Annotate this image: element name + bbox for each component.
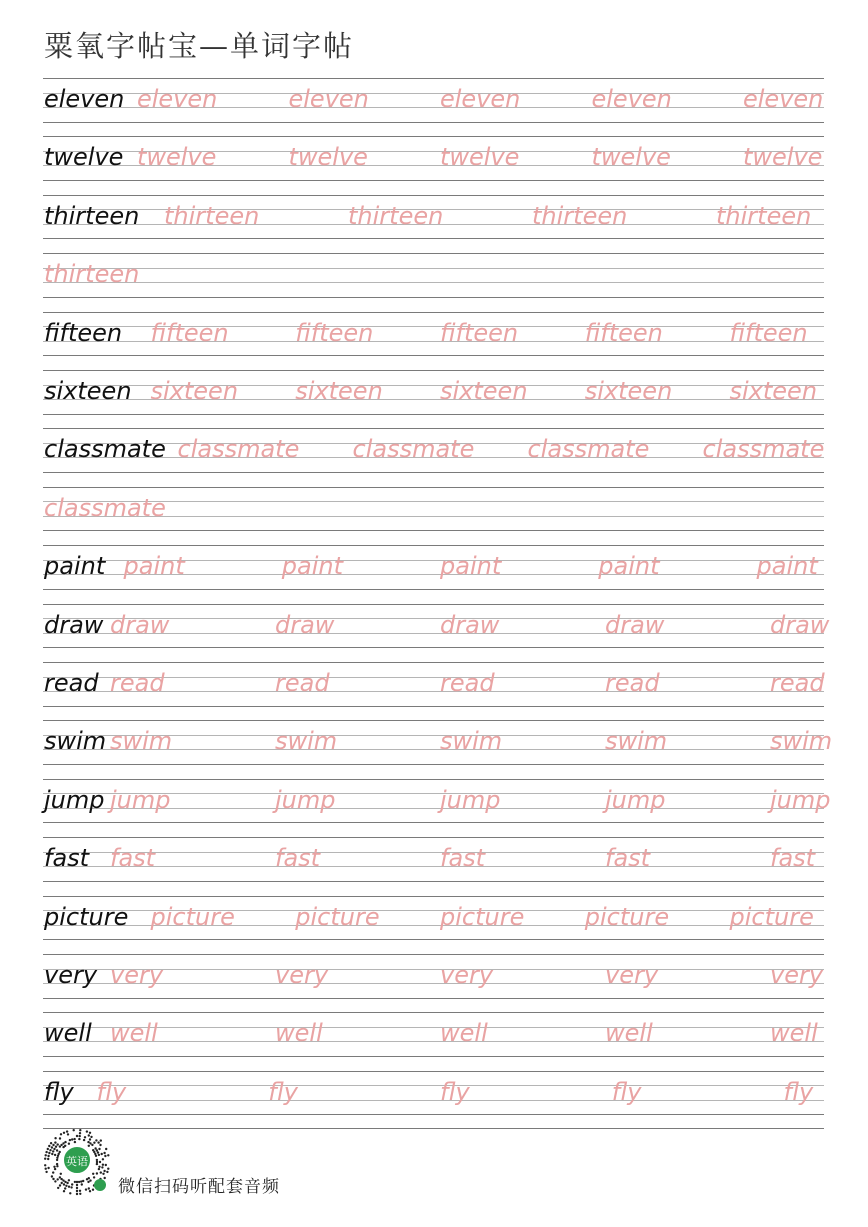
guide-line <box>43 866 824 867</box>
trace-word: classmate <box>44 493 166 522</box>
guide-line <box>43 487 824 488</box>
model-word: well <box>44 1019 92 1048</box>
trace-word: fifteen <box>440 318 519 347</box>
trace-word: well <box>605 1019 653 1048</box>
model-word: fly <box>44 1077 74 1106</box>
trace-word: read <box>275 669 330 697</box>
model-word: classmate <box>44 435 166 464</box>
trace-word: classmate <box>352 435 475 464</box>
model-word: read <box>44 669 99 697</box>
model-word: eleven <box>44 85 125 113</box>
trace-word: very <box>605 961 659 989</box>
guide-line <box>43 822 824 823</box>
trace-word: fast <box>605 844 651 873</box>
guide-line <box>43 370 824 371</box>
trace-word: thirteen <box>164 201 260 230</box>
trace-word: eleven <box>288 85 369 113</box>
guide-line <box>43 954 824 955</box>
trace-word: fast <box>110 844 156 873</box>
trace-word: picture <box>295 902 380 931</box>
trace-word: paint <box>756 552 818 581</box>
guide-line <box>43 530 824 531</box>
trace-word: draw <box>770 610 830 639</box>
trace-word: thirteen <box>716 201 812 230</box>
guide-line <box>43 1100 824 1101</box>
trace-word: well <box>440 1019 488 1048</box>
trace-word: very <box>440 961 494 989</box>
guide-line <box>43 1071 824 1072</box>
trace-word: twelve <box>743 143 823 172</box>
trace-word: read <box>440 669 495 697</box>
trace-word: draw <box>275 610 335 639</box>
trace-word: eleven <box>591 85 672 113</box>
trace-word: well <box>110 1019 158 1048</box>
qr-code-icon[interactable] <box>42 1127 112 1197</box>
guide-line <box>43 122 824 123</box>
trace-word: sixteen <box>150 377 239 405</box>
guide-line <box>43 268 824 269</box>
guide-line <box>43 195 824 196</box>
guide-line <box>43 662 824 663</box>
model-word: paint <box>44 552 106 581</box>
trace-word: paint <box>123 552 185 581</box>
guide-line <box>43 1114 824 1115</box>
guide-line <box>43 1085 824 1086</box>
guide-line <box>43 764 824 765</box>
guide-line <box>43 180 824 181</box>
trace-word: eleven <box>137 85 218 113</box>
guide-line <box>43 647 824 648</box>
guide-line <box>43 414 824 415</box>
guide-line <box>43 136 824 137</box>
trace-word: fly <box>440 1077 470 1106</box>
trace-word: very <box>110 961 164 989</box>
trace-word: twelve <box>288 143 368 172</box>
model-word: jump <box>44 785 105 814</box>
guide-line <box>43 1128 824 1129</box>
trace-word: jump <box>110 785 171 814</box>
trace-word: paint <box>281 552 343 581</box>
trace-word: swim <box>770 727 833 756</box>
guide-line <box>43 939 824 940</box>
trace-word: draw <box>440 610 500 639</box>
page-title: 粟氧字帖宝—单词字帖 <box>44 29 355 63</box>
guide-line <box>43 428 824 429</box>
guide-line <box>43 238 824 239</box>
guide-line <box>43 589 824 590</box>
guide-line <box>43 1041 824 1042</box>
trace-word: thirteen <box>532 201 628 230</box>
guide-line <box>43 706 824 707</box>
guide-line <box>43 545 824 546</box>
trace-word: draw <box>110 610 170 639</box>
trace-word: well <box>770 1019 818 1048</box>
model-word: very <box>44 961 98 989</box>
guide-line <box>43 852 824 853</box>
trace-word: classmate <box>527 435 650 464</box>
trace-word: picture <box>440 902 525 931</box>
trace-word: paint <box>598 552 660 581</box>
trace-word: fast <box>275 844 321 873</box>
trace-word: sixteen <box>584 377 673 405</box>
trace-word: twelve <box>137 143 217 172</box>
trace-word: thirteen <box>44 260 140 289</box>
trace-word: fly <box>783 1077 814 1106</box>
trace-word: fifteen <box>584 318 663 347</box>
trace-word: fifteen <box>150 318 229 347</box>
trace-word: paint <box>440 552 502 581</box>
guide-line <box>43 355 824 356</box>
trace-word: picture <box>584 902 670 931</box>
scan-audio-caption: 微信扫码听配套音频 <box>118 1177 280 1197</box>
guide-line <box>43 472 824 473</box>
model-word: fast <box>44 844 90 873</box>
trace-word: sixteen <box>295 377 383 405</box>
model-word: thirteen <box>44 201 140 230</box>
qr-badge-label: 英语 <box>66 1155 88 1168</box>
trace-word: sixteen <box>440 377 528 405</box>
trace-word: swim <box>440 727 503 756</box>
guide-line <box>43 1056 824 1057</box>
trace-word: jump <box>275 785 336 814</box>
trace-word: read <box>770 669 825 697</box>
trace-word: draw <box>605 610 665 639</box>
trace-word: fast <box>440 844 486 873</box>
trace-word: sixteen <box>729 377 818 405</box>
model-word: fifteen <box>44 318 123 347</box>
model-word: draw <box>44 610 104 639</box>
guide-line <box>43 253 824 254</box>
trace-word: very <box>275 961 329 989</box>
guide-line <box>43 282 824 283</box>
trace-word: classmate <box>702 435 825 464</box>
trace-word: eleven <box>440 85 521 113</box>
trace-word: very <box>770 961 824 989</box>
guide-line <box>43 720 824 721</box>
model-word: picture <box>44 902 129 931</box>
model-word: swim <box>44 727 107 756</box>
guide-line <box>43 779 824 780</box>
trace-word: fly <box>96 1077 127 1106</box>
trace-word: fifteen <box>729 318 808 347</box>
trace-word: twelve <box>440 143 520 172</box>
trace-word: classmate <box>177 435 300 464</box>
guide-line <box>43 837 824 838</box>
guide-line <box>43 297 824 298</box>
model-word: twelve <box>44 143 124 172</box>
trace-word: eleven <box>743 85 824 113</box>
trace-word: read <box>605 669 660 697</box>
guide-line <box>43 1012 824 1013</box>
guide-line <box>43 604 824 605</box>
guide-line <box>43 312 824 313</box>
trace-word: read <box>110 669 165 697</box>
guide-line <box>43 896 824 897</box>
trace-word: picture <box>729 902 814 931</box>
trace-word: swim <box>605 727 668 756</box>
guide-line <box>43 998 824 999</box>
trace-word: swim <box>110 727 173 756</box>
trace-word: jump <box>770 785 831 814</box>
guide-line <box>43 78 824 79</box>
guide-line <box>43 1027 824 1028</box>
trace-word: fly <box>611 1077 642 1106</box>
trace-word: jump <box>605 785 666 814</box>
trace-word: well <box>275 1019 323 1048</box>
model-word: sixteen <box>44 377 132 405</box>
trace-word: picture <box>150 902 235 931</box>
trace-word: thirteen <box>348 201 444 230</box>
trace-word: twelve <box>591 143 671 172</box>
trace-word: jump <box>440 785 501 814</box>
trace-word: fly <box>268 1077 298 1106</box>
trace-word: fast <box>770 844 816 873</box>
trace-word: fifteen <box>295 318 374 347</box>
trace-word: swim <box>275 727 338 756</box>
guide-line <box>43 881 824 882</box>
